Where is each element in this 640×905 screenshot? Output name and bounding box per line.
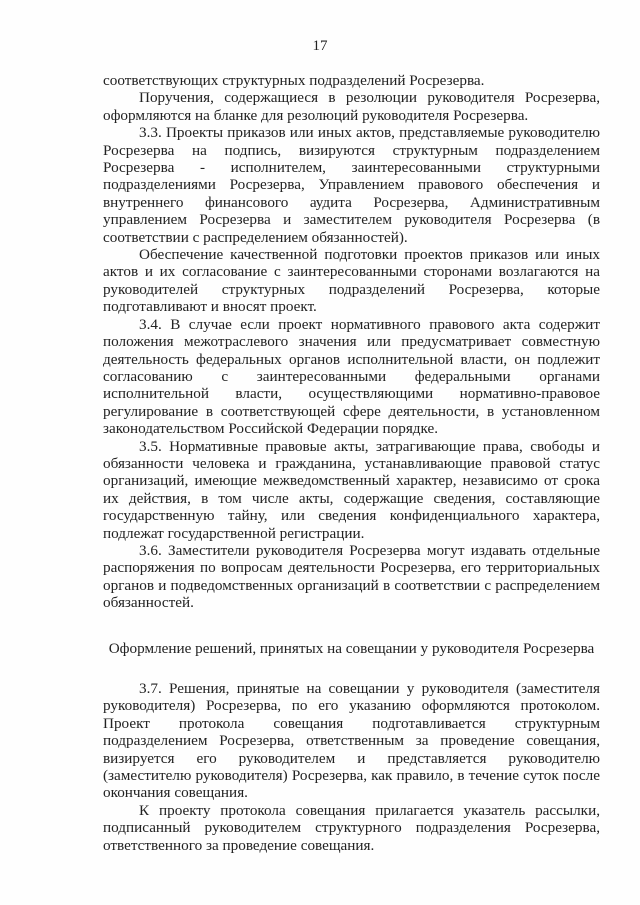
paragraph-3-4: 3.4. В случае если проект нормативного правового акта содержит положения межотраслевого значения или предусматривает совместную деятельность федеральных органов исполнительной власти, он подлежит согласованию с заинтересованными федеральными органами исполнительной власти, осуществляющими нормативно-правовое регулирование в соответствующей сфере деятельности, в установленном законодательством Российской Федерации порядке.: [103, 315, 600, 438]
paragraph-continuation: соответствующих структурных подразделений Росрезерва.: [103, 72, 485, 89]
paragraph-resolutions: Поручения, содержащиеся в резолюции руководителя Росрезерва, оформляются на бланке для резолюций руководителя Росрезерва.: [103, 89, 600, 124]
paragraph-3-6: 3.6. Заместители руководителя Росрезерва могут издавать отдельные распоряжения по вопросам деятельности Росрезерва, его территориальных органов и подведомственных организаций в соответствии с распределением обязанностей.: [103, 541, 600, 612]
paragraph-3-7-distribution: К проекту протокола совещания прилагается указатель рассылки, подписанный руководителем структурного подразделения Росрезерва, ответственного за проведение совещания.: [103, 801, 600, 854]
paragraph-3-3: 3.3. Проекты приказов или иных актов, представляемые руководителю Росрезерва на подпись, визируются структурным подразделением Росрезерва - исполнителем, заинтересованными структурными подразделениями Росрезерва, Управлением правового обеспечения и внутреннего финансового аудита Росрезерва, Административным управлением Росрезерва и заместителем руководителя Росрезерва (в соответствии с распределением обязанностей).: [103, 124, 600, 246]
paragraph-3-5: 3.5. Нормативные правовые акты, затрагивающие права, свободы и обязанности человека и гражданина, устанавливающие правовой статус организаций, имеющие межведомственный характер, независимо от срока их действия, в том числе акты, содержащие сведения, составляющие государственную тайну, или сведения конфиденциального характера, подлежат государственной регистрации.: [103, 437, 600, 542]
paragraph-3-7: 3.7. Решения, принятые на совещании у руководителя (заместителя руководителя) Росрезерва, по его указанию оформляются протоколом. Проект протокола совещания подготавливается структурным подразделением Росрезерва, ответственным за проведение совещания, визируется его руководителем и представляется руководителю (заместителю руководителя) Росрезерва, как правило, в течение суток после окончания совещания.: [103, 680, 600, 802]
document-body: [103, 72, 600, 854]
section-heading: Оформление решений, принятых на совещании у руководителя Росрезерва: [108, 639, 595, 657]
page-number: 17: [312, 38, 328, 54]
paragraph-3-3-quality: Обеспечение качественной подготовки проектов приказов или иных актов и их согласование с заинтересованными сторонами возлагаются на руководителей структурных подразделений Росрезерва, которые подготавливают и вносят проект.: [103, 246, 600, 316]
